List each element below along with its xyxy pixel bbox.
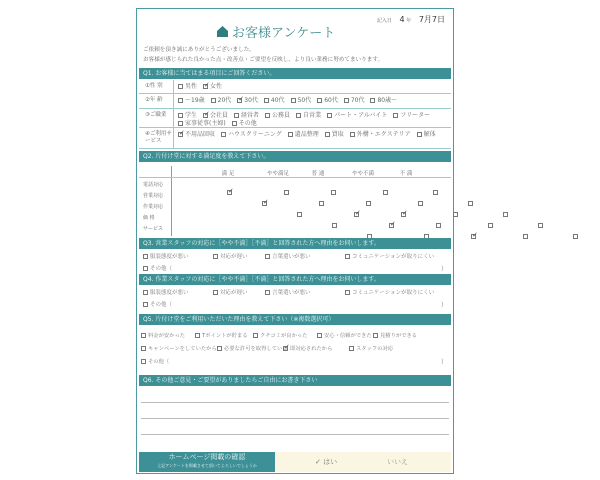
q1-option[interactable] — [417, 131, 436, 139]
q1-option[interactable] — [264, 97, 285, 105]
q1-option[interactable] — [203, 83, 222, 91]
option-label: 家事従事(主婦) — [185, 120, 226, 127]
paren-close: ） — [440, 266, 447, 273]
q1-option[interactable] — [203, 112, 228, 120]
option-label: 30代 — [244, 97, 258, 104]
checkbox[interactable] — [265, 254, 270, 259]
checkbox[interactable] — [213, 254, 218, 259]
rating-checkbox[interactable] — [471, 234, 476, 239]
option-label: 50代 — [297, 97, 312, 104]
q3-header: Q3. 営業スタッフの対応に［やや不満］［不満］と回答された方へ理由をお伺いします。 — [139, 238, 451, 249]
option-label: スタッフの対応 — [356, 346, 394, 352]
page-title: お客様アンケート — [232, 26, 336, 41]
option-label: フリーター — [400, 112, 431, 119]
intro-line: お客様が感じられた良かった点・改善点・ご要望を反映し、より良い業務に努めてまいります。 — [143, 57, 384, 63]
q1-row — [139, 109, 451, 128]
rating-checkbox[interactable] — [488, 223, 493, 228]
answer-line — [141, 402, 449, 403]
q1-row-label: ①性 別 — [145, 83, 163, 89]
checkbox[interactable] — [325, 132, 330, 137]
rating-checkbox[interactable] — [366, 201, 371, 206]
q4-option[interactable] — [265, 288, 311, 296]
q2-column-header: 満 足 — [221, 171, 235, 177]
q2-row-label: 電話対応 — [143, 182, 164, 188]
q6-header: Q6. その他ご意見・ご要望がありましたらご自由にお書き下さい — [139, 375, 451, 386]
q2-column-header: 不 満 — [399, 171, 413, 177]
option-label: パート・アルバイト — [334, 112, 388, 119]
option-label: 対応が遅い — [220, 290, 248, 296]
rating-checkbox[interactable] — [331, 190, 336, 195]
q1-option[interactable] — [265, 112, 290, 120]
checkbox[interactable] — [178, 98, 183, 103]
q2-row-label: サービス — [143, 226, 164, 232]
checkbox[interactable] — [327, 113, 332, 118]
checkbox[interactable] — [143, 266, 148, 271]
checkbox[interactable] — [234, 113, 239, 118]
q2-row-label: 営業対応 — [143, 193, 164, 199]
q1-option[interactable] — [237, 97, 258, 105]
checkbox[interactable] — [178, 132, 183, 137]
q1-option[interactable] — [393, 112, 430, 120]
rating-checkbox[interactable] — [503, 212, 508, 217]
q1-option[interactable] — [234, 112, 259, 120]
checkbox[interactable] — [296, 113, 301, 118]
checkbox[interactable] — [237, 98, 242, 103]
option-label: 必要な許可を取得している — [224, 346, 288, 352]
checkbox[interactable] — [288, 132, 293, 137]
date-year: 4 — [399, 15, 405, 24]
date-month-day: 7月7日 — [418, 15, 445, 24]
q1-option[interactable] — [370, 97, 397, 105]
q5-option[interactable] — [283, 344, 332, 352]
q5-option[interactable] — [195, 331, 248, 339]
q1-row-label: ④ご利用サービス — [145, 131, 172, 144]
checkbox[interactable] — [417, 132, 422, 137]
q4-option[interactable] — [345, 288, 434, 296]
q1-row-label: ③ご職業 — [145, 112, 167, 118]
title-block — [217, 22, 335, 41]
rating-checkbox[interactable] — [389, 223, 394, 228]
q1-option[interactable] — [221, 131, 282, 139]
rating-checkbox[interactable] — [538, 223, 543, 228]
q1-option[interactable] — [291, 97, 312, 105]
q1-option[interactable] — [296, 112, 321, 120]
checkbox[interactable] — [141, 333, 146, 338]
checkbox[interactable] — [213, 290, 218, 295]
checkbox[interactable] — [265, 290, 270, 295]
option-label: その他（ — [150, 266, 173, 272]
option-label: クチコミが良かった — [260, 333, 308, 339]
option-label: 遺品整理 — [294, 131, 319, 138]
checkbox[interactable] — [232, 121, 237, 126]
q3-option[interactable] — [345, 252, 434, 260]
year-unit: 年 — [406, 18, 412, 24]
q2-row-label: 作業対応 — [143, 204, 164, 210]
q1-option[interactable] — [178, 97, 205, 105]
option-label: コミュニケーションが取りにくい — [352, 254, 435, 260]
option-label: 服装態度が悪い — [150, 254, 189, 260]
checkbox[interactable] — [291, 98, 296, 103]
q5-option[interactable] — [253, 331, 307, 339]
option-label: 料金が安かった — [148, 333, 186, 339]
q1-option[interactable] — [327, 112, 387, 120]
rating-checkbox[interactable] — [523, 234, 528, 239]
checkbox[interactable] — [350, 132, 355, 137]
option-label: 20代 — [217, 97, 232, 104]
q1-option[interactable] — [288, 131, 319, 139]
checkbox[interactable] — [283, 346, 288, 351]
q2-column-header: やや不満 — [351, 171, 374, 177]
intro-line: ご依頼を頂き誠にありがとうございました。 — [143, 47, 255, 53]
checkbox[interactable] — [203, 84, 208, 89]
checkbox[interactable] — [178, 84, 183, 89]
q1-option[interactable] — [350, 131, 411, 139]
option-label: 安心・信頼ができた — [324, 333, 372, 339]
option-label: 男性 — [185, 83, 198, 90]
q1-row — [139, 128, 451, 149]
checkbox[interactable] — [265, 113, 270, 118]
q5-option[interactable] — [373, 331, 417, 339]
checkbox[interactable] — [345, 290, 350, 295]
hp-consent-label — [139, 452, 275, 472]
q1-option[interactable] — [211, 97, 232, 105]
q5-option[interactable] — [349, 344, 393, 352]
q5-header: Q5. 片付け堂をご利用いただいた理由を教えて下さい（※複数選択可） — [139, 314, 451, 325]
q1-options — [173, 128, 449, 149]
option-label: 40代 — [270, 97, 285, 104]
checkbox[interactable] — [217, 346, 222, 351]
q1-option[interactable] — [178, 112, 197, 120]
rating-checkbox[interactable] — [433, 190, 438, 195]
option-label: 会社員 — [210, 112, 229, 119]
checkbox[interactable] — [370, 98, 375, 103]
option-label: その他 — [238, 120, 257, 127]
q1-options — [173, 80, 449, 94]
rating-checkbox[interactable] — [453, 212, 458, 217]
checkbox[interactable] — [345, 254, 350, 259]
option-label: 買取 — [331, 131, 344, 138]
survey-form — [136, 8, 454, 474]
date-label: 記入日 — [376, 18, 392, 24]
hp-consent-options — [275, 452, 451, 472]
checkbox[interactable] — [253, 333, 258, 338]
checkbox[interactable] — [178, 121, 183, 126]
q4-other-option[interactable] — [143, 300, 172, 308]
rating-checkbox[interactable] — [401, 212, 406, 217]
q5-other-option[interactable] — [141, 357, 169, 365]
option-label: 服装態度が悪い — [150, 290, 189, 296]
option-label: 女性 — [210, 83, 223, 90]
option-label: 70代 — [350, 97, 365, 104]
option-label: その他（ — [150, 302, 173, 308]
checkbox[interactable] — [178, 113, 183, 118]
q2-header-line — [139, 177, 451, 178]
q1-option[interactable] — [178, 120, 226, 128]
intro-text — [143, 45, 383, 65]
q2-column-header: やや満足 — [266, 171, 289, 177]
q1-option[interactable] — [317, 97, 338, 105]
checkbox[interactable] — [264, 98, 269, 103]
q3-other-option[interactable] — [143, 264, 172, 272]
q2-column-header: 普 通 — [311, 171, 325, 177]
paren-close: ） — [440, 302, 447, 309]
q5-option[interactable] — [317, 331, 372, 339]
checkbox[interactable] — [221, 132, 226, 137]
rating-checkbox[interactable] — [468, 201, 473, 206]
q4-header: Q4. 作業スタッフの対応に［やや不満］［不満］と回答された方へ理由をお伺いします。 — [139, 274, 451, 285]
date-field — [377, 14, 445, 25]
rating-checkbox[interactable] — [227, 190, 232, 195]
q1-option[interactable] — [325, 131, 344, 139]
paren-close: ） — [440, 359, 447, 366]
checkbox[interactable] — [393, 113, 398, 118]
option-label: 外構・エクステリア — [356, 131, 411, 138]
option-label: 不用品回収 — [185, 131, 216, 138]
option-label: ～19歳 — [185, 97, 205, 104]
option-label: 60代 — [324, 97, 338, 104]
q5-option[interactable] — [141, 344, 217, 352]
option-label: Tポイントが貯まる — [202, 333, 248, 339]
q3-option[interactable] — [213, 252, 248, 260]
rating-checkbox[interactable] — [332, 223, 337, 228]
checkbox[interactable] — [143, 254, 148, 259]
checkbox[interactable] — [349, 346, 354, 351]
rating-checkbox[interactable] — [297, 212, 302, 217]
checkbox[interactable] — [373, 333, 378, 338]
option-label: 自営業 — [303, 112, 322, 119]
checkbox[interactable] — [141, 359, 146, 364]
q4-option[interactable] — [213, 288, 248, 296]
option-label: 80歳～ — [377, 97, 398, 104]
q4-option[interactable] — [143, 288, 189, 296]
option-label: 言葉遣いが悪い — [272, 290, 311, 296]
q1-header: Q1. お客様に当てはまる項目にご回答ください。 — [139, 68, 451, 79]
checkbox[interactable] — [143, 302, 148, 307]
q5-option[interactable] — [141, 331, 185, 339]
q1-option[interactable] — [178, 131, 215, 139]
answer-line — [141, 418, 449, 419]
q1-option[interactable] — [178, 83, 197, 91]
checkbox[interactable] — [317, 333, 322, 338]
option-label: 公務員 — [272, 112, 291, 119]
rating-checkbox[interactable] — [383, 190, 388, 195]
checkbox[interactable] — [203, 113, 208, 118]
q1-row — [139, 80, 451, 94]
rating-checkbox[interactable] — [319, 201, 324, 206]
option-label: 対応が遅い — [220, 254, 248, 260]
q1-option[interactable] — [344, 97, 365, 105]
option-label: 解体 — [423, 131, 436, 138]
q5-option[interactable] — [217, 344, 288, 352]
checkbox[interactable] — [344, 98, 349, 103]
option-label: ハウスクリーニング — [228, 131, 282, 138]
checkbox[interactable] — [211, 98, 216, 103]
q1-options — [173, 109, 449, 128]
option-label: 経営者 — [241, 112, 260, 119]
q3-option[interactable] — [143, 252, 189, 260]
option-label: 学生 — [185, 112, 198, 119]
option-label: その他（ — [148, 359, 170, 365]
rating-checkbox[interactable] — [573, 234, 578, 239]
checkbox[interactable] — [195, 333, 200, 338]
option-label: キャンペーンをしていたから — [148, 346, 217, 352]
q2-header: Q2. 片付け堂に対する満足度を教えて下さい。 — [139, 151, 451, 162]
hp-consent-title: ホームページ掲載の確認 — [168, 453, 246, 461]
option-label: コミュニケーションが取りにくい — [352, 290, 435, 296]
checkbox[interactable] — [143, 290, 148, 295]
rating-checkbox[interactable] — [436, 223, 441, 228]
option-label: 見積りができる — [380, 333, 418, 339]
option-label: 言葉遣いが悪い — [272, 254, 311, 260]
q1-row — [139, 94, 451, 109]
q3-option[interactable] — [265, 252, 311, 260]
q1-option[interactable] — [232, 120, 257, 128]
house-logo-icon — [217, 26, 228, 37]
answer-line — [141, 434, 449, 435]
consent-yes-option[interactable]: ✓ はい — [315, 458, 338, 466]
option-label: 即対応されたから — [290, 346, 333, 352]
q1-options — [173, 94, 449, 109]
rating-checkbox[interactable] — [284, 190, 289, 195]
q2-row-label: 価 格 — [143, 215, 155, 221]
rating-checkbox[interactable] — [354, 212, 359, 217]
checkbox[interactable] — [317, 98, 322, 103]
rating-checkbox[interactable] — [262, 201, 267, 206]
checkbox[interactable] — [141, 346, 146, 351]
q1-row-label: ②年 齢 — [145, 97, 163, 103]
consent-no-option[interactable]: いいえ — [387, 458, 408, 466]
rating-checkbox[interactable] — [418, 201, 423, 206]
hp-consent-sub: 上記アンケートを掲載させて頂いてよろしいでしょうか — [157, 463, 257, 468]
